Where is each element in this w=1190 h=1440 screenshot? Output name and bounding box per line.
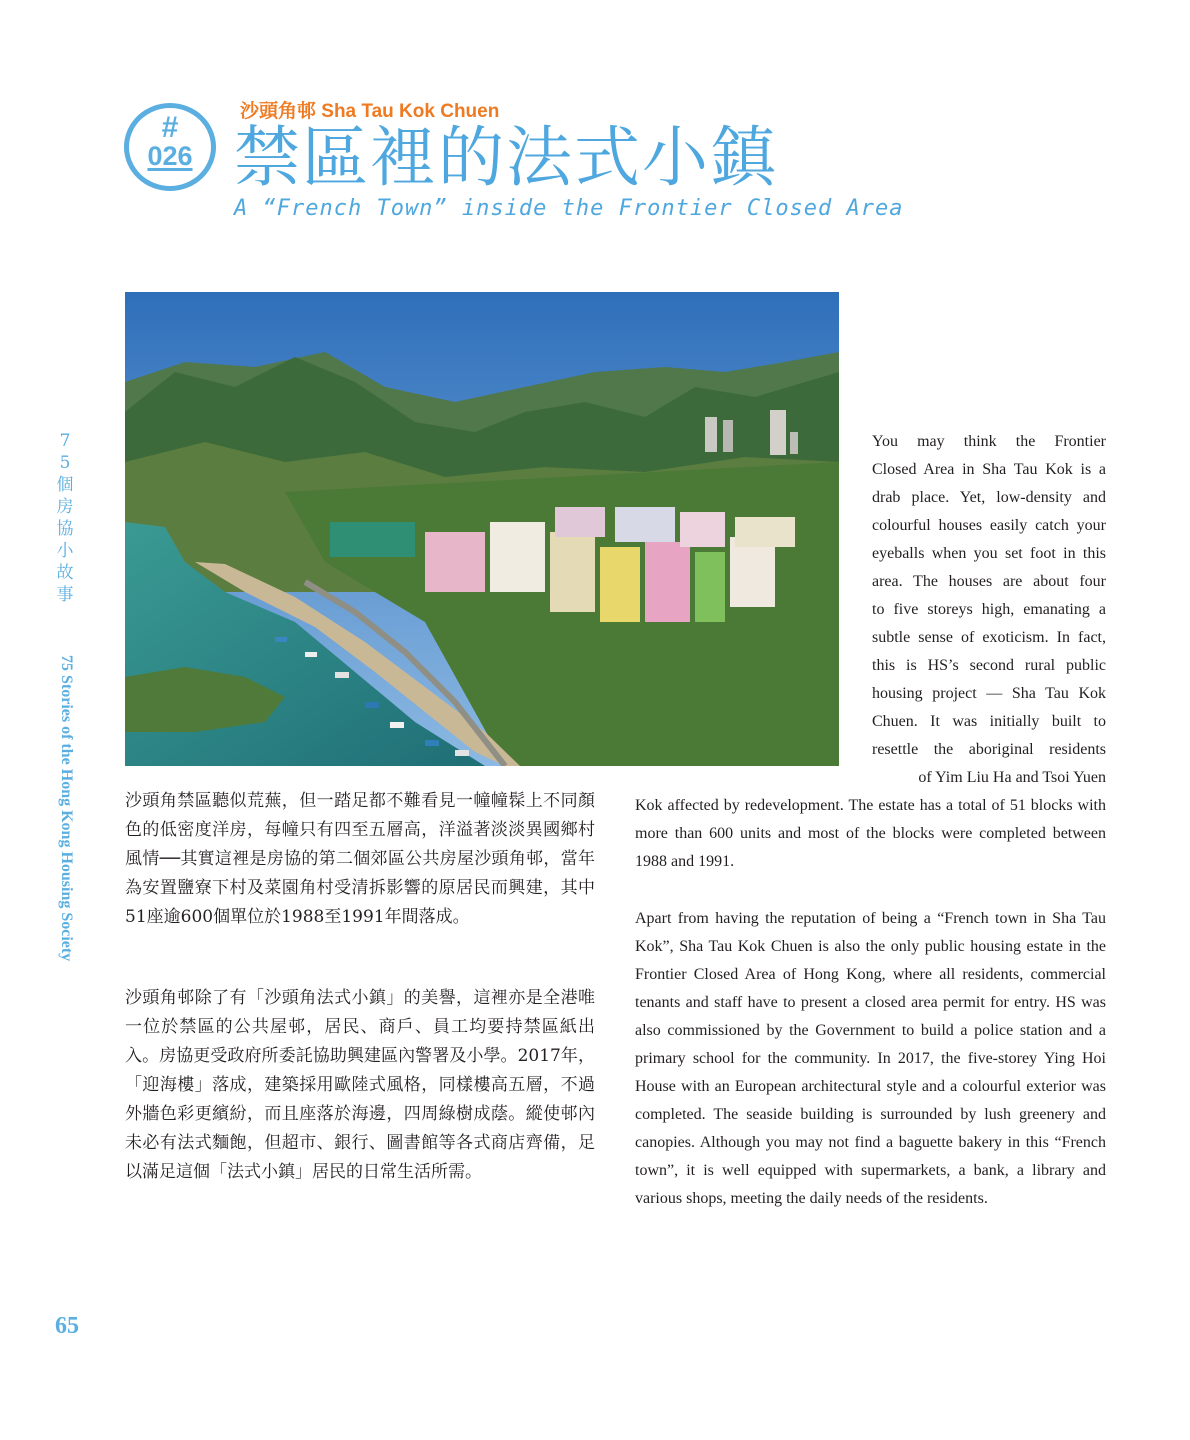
building bbox=[425, 532, 485, 592]
text-line: resettle the aboriginal residents bbox=[872, 741, 1106, 758]
text-line: housing project — Sha Tau Kok bbox=[872, 685, 1106, 702]
text-line: of Yim Liu Ha and Tsoi Yuen bbox=[918, 769, 1106, 786]
badge-hash: # bbox=[161, 111, 179, 144]
english-paragraph-2: Apart from having the reputation of being a “French town in Sha Tau Kok”, Sha Tau Kok Chuen is also the only public housing estate in the Frontier Closed Area of Hong Kong, where all residents, commercial tenants and staff have to present a closed area permit for entry. HS was also commissioned by the Government to build a police station and a primary school for the community. In 2017, the five-storey Ying Hoi House with an European architectural style and a colourful exterior was completed. The seaside building is surrounded by lush greenery and canopies. Although you may not find a baguette bakery in this “French town”, it is well equipped with supermarkets, a bank, a library and various shops, meeting the daily needs of the residents. bbox=[635, 910, 1106, 1207]
book-title-en: 75 Stories of the Hong Kong Housing Society bbox=[58, 655, 75, 962]
towers bbox=[705, 417, 717, 452]
text-line: to five storeys high, emanating a bbox=[872, 601, 1106, 618]
book-title-en-vertical bbox=[55, 655, 75, 1000]
text-line: area. The houses are about four bbox=[872, 573, 1106, 590]
text-line: this is HS’s second rural public bbox=[872, 657, 1106, 674]
text-line: You may think the Frontier bbox=[872, 433, 1106, 450]
page-title-zh: 禁區裡的法式小鎮 bbox=[234, 119, 778, 196]
estate-name-tag: 沙頭角邨 Sha Tau Kok Chuen bbox=[240, 101, 500, 122]
aerial-photo-illustration bbox=[125, 292, 839, 766]
boat bbox=[335, 672, 349, 678]
text-line: Closed Area in Sha Tau Kok is a bbox=[872, 461, 1106, 478]
badge-number: 026 bbox=[147, 141, 193, 171]
page-title-en: A “French Town” inside the Frontier Closed Area bbox=[234, 196, 904, 221]
text-line: subtle sense of exoticism. In fact, bbox=[872, 629, 1106, 646]
story-number-badge bbox=[124, 103, 216, 191]
chinese-paragraph-1: 沙頭角禁區聽似荒蕪，但一踏足都不難看見一幢幢髹上不同顏色的低密度洋房，每幢只有四至五層高，洋溢著淡淡異國鄉村風情──其實這裡是房協的第二個郊區公共房屋沙頭角邨，當年為安置鹽寮下村及菜園角村受清拆影響的原居民而興建，其中51座逾600個單位於1988至1991年間落成。 bbox=[125, 791, 595, 927]
english-paragraph-1-start bbox=[872, 428, 1106, 792]
chinese-paragraph-2: 沙頭角邨除了有「沙頭角法式小鎮」的美譽，這裡亦是全港唯一位於禁區的公共屋邨，居民、商戶、員工均要持禁區紙出入。房協更受政府所委託協助興建區內警署及小學。2017年，「迎海樓」落成，建築採用歐陸式風格，同樣樓高五層，不過外牆色彩更繽紛，而且座落於海邊，四周綠樹成蔭。縱使邨內未必有法式麵飽，但超市、銀行、圖書館等各式商店齊備，足以滿足這個「法式小鎮」居民的日常生活所需。 bbox=[125, 988, 595, 1182]
english-paragraph-1-end: Kok affected by redevelopment. The estate has a total of 51 blocks with more than 600 units and most of the blocks were completed between 1988 and 1991. bbox=[635, 797, 1106, 870]
page-number: 65 bbox=[55, 1313, 79, 1339]
aerial-photo bbox=[125, 292, 839, 766]
text-line: drab place. Yet, low-density and bbox=[872, 489, 1106, 506]
text-line: Chuen. It was initially built to bbox=[872, 713, 1106, 730]
text-line: eyeballs when you set foot in this bbox=[872, 545, 1106, 562]
book-title-zh: 75個房協小故事 bbox=[56, 431, 74, 605]
text-line: colourful houses easily catch your bbox=[872, 517, 1106, 534]
